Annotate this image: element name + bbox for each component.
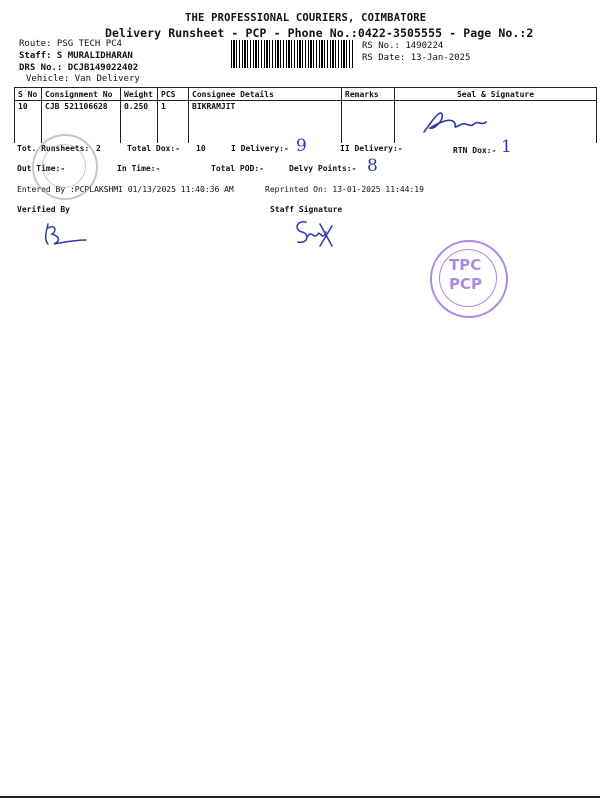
cell-pcs: 1 <box>158 101 189 144</box>
cell-weight: 0.250 <box>121 101 158 144</box>
column-header: Seal & Signature <box>395 88 597 101</box>
staff-signature-label: Staff Signature <box>270 205 343 214</box>
rs-number: RS No.: 1490224 <box>362 41 444 51</box>
document-subtitle: Delivery Runsheet - PCP - Phone No.:0422-3505555 - Page No.:2 <box>105 26 534 40</box>
i-delivery-label: I Delivery:- <box>231 144 289 153</box>
total-dox-value: 10 <box>196 144 206 153</box>
route-info: Route: PSG TECH PC4 <box>19 39 122 49</box>
cell-consignment: CJB 521106628 <box>42 101 121 144</box>
column-header: Consignee Details <box>189 88 342 101</box>
column-header: Remarks <box>342 88 395 101</box>
tot-runsheets-label: Tot. Runsheets: <box>17 144 90 153</box>
rs-date: RS Date: 13-Jan-2025 <box>362 53 471 63</box>
cell-sno: 10 <box>15 101 42 144</box>
reprinted-on: Reprinted On: 13-01-2025 11:44:19 <box>265 185 424 194</box>
delvy-points-label: Delvy Points:- <box>289 164 357 173</box>
office-stamp-left <box>32 134 98 200</box>
rtn-dox-label: RTN Dox:- <box>453 146 497 155</box>
column-header: PCS <box>158 88 189 101</box>
total-pod-label: Total POD:- <box>211 164 264 173</box>
cell-remarks <box>342 101 395 144</box>
stamp-line-1: TPC <box>449 256 482 274</box>
column-header: Weight <box>121 88 158 101</box>
ii-delivery-label: II Delivery:- <box>340 144 403 153</box>
verifier-signature <box>40 220 90 250</box>
i-delivery-value: 9 <box>296 136 307 156</box>
rtn-dox-value: 1 <box>501 137 512 157</box>
drs-number: DRS No.: DCJB149022402 <box>19 63 139 73</box>
column-header: S No <box>15 88 42 101</box>
vehicle-info: Vehicle: Van Delivery <box>26 74 140 84</box>
staff-signature <box>290 216 340 252</box>
document-title: THE PROFESSIONAL COURIERS, COIMBATORE <box>185 12 427 24</box>
delvy-points-value: 8 <box>367 156 378 176</box>
page-bottom-rule <box>0 796 600 798</box>
office-stamp-right <box>430 240 508 318</box>
staff-info: Staff: S MURALIDHARAN <box>19 51 133 61</box>
total-dox-label: Total Dox:- <box>127 144 180 153</box>
verified-by-label: Verified By <box>17 205 70 214</box>
entered-by: Entered By :PCPLAKSHMI 01/13/2025 11:40:36 AM <box>17 185 234 194</box>
runsheet-table <box>14 87 597 143</box>
barcode <box>231 40 353 68</box>
receiver-signature <box>420 108 500 138</box>
stamp-line-2: PCP <box>449 275 482 293</box>
out-time-label: Out Time:- <box>17 164 66 173</box>
table-header-row <box>15 88 597 101</box>
tot-runsheets-value: 2 <box>96 144 101 153</box>
column-header: Consignment No <box>42 88 121 101</box>
in-time-label: In Time:- <box>117 164 161 173</box>
cell-consignee: BIKRAMJIT <box>189 101 342 144</box>
